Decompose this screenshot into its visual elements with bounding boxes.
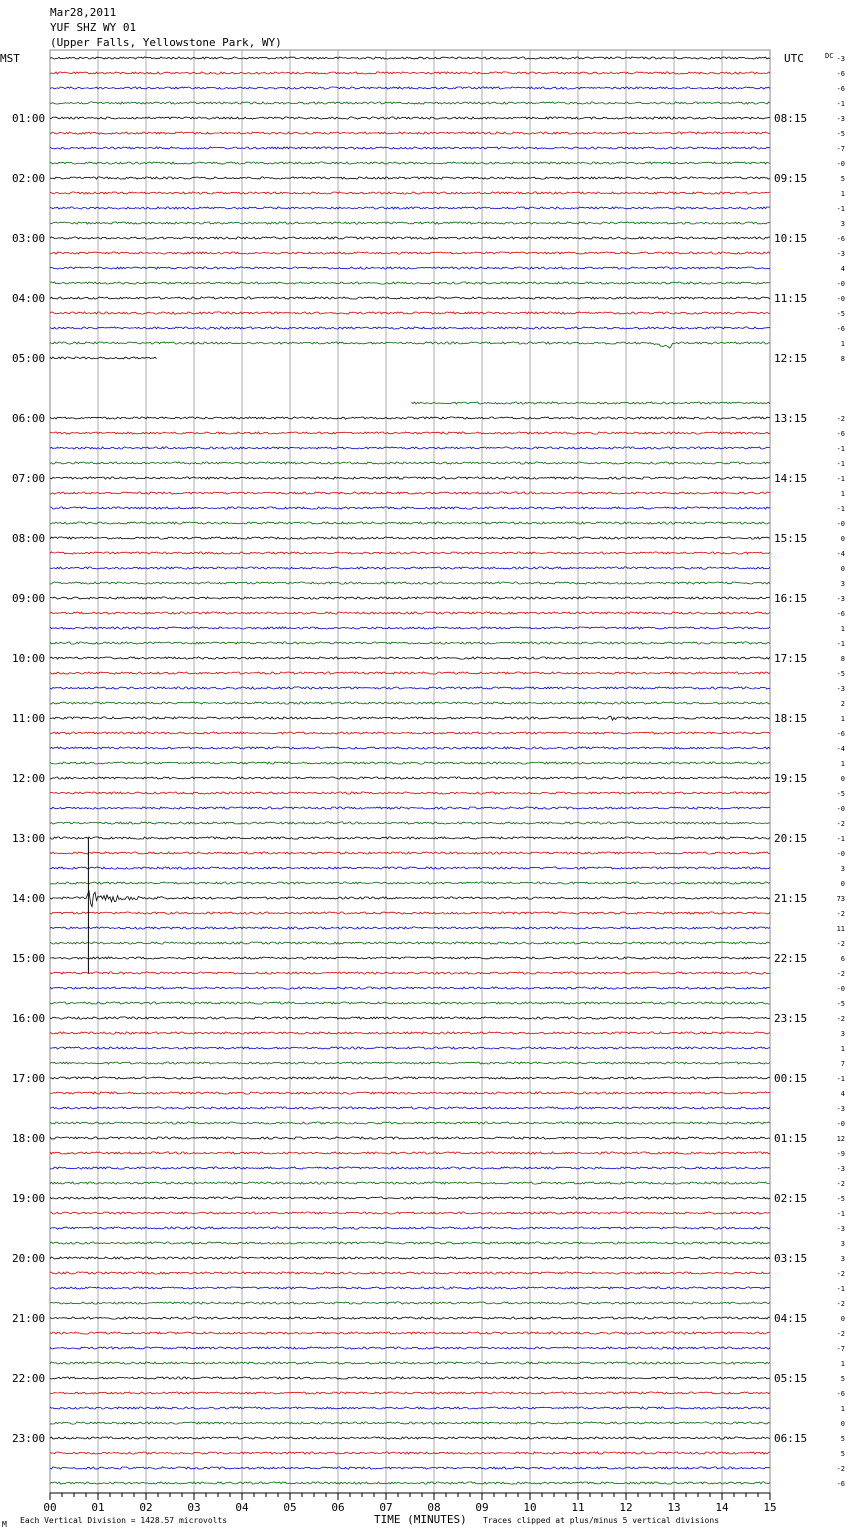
hour-label-right: 01:15 <box>774 1132 808 1145</box>
trace-row <box>50 1272 770 1274</box>
x-tick-label: 15 <box>763 1501 777 1514</box>
trace-row <box>50 462 770 464</box>
dc-offset-label: 1 <box>840 1405 845 1413</box>
hour-label-right: 03:15 <box>774 1252 808 1265</box>
trace-row <box>50 807 770 809</box>
dc-offset-label: -2 <box>836 910 845 918</box>
trace-row <box>50 927 770 929</box>
trace-row <box>50 237 770 239</box>
dc-offset-label: 5 <box>840 1450 845 1458</box>
dc-offset-label: -1 <box>836 1210 845 1218</box>
dc-offset-label: 3 <box>840 580 845 588</box>
trace-row <box>50 1017 770 1019</box>
hour-label-left: 16:00 <box>12 1012 46 1025</box>
dc-offset-label: -6 <box>836 1480 845 1488</box>
trace-row <box>50 507 770 509</box>
dc-offset-label: -5 <box>836 1195 845 1203</box>
dc-offset-label: 1 <box>840 1045 845 1053</box>
hour-label-right: 13:15 <box>774 412 808 425</box>
dc-offset-label: 4 <box>840 265 845 273</box>
trace-row <box>50 762 770 764</box>
trace-row <box>50 1332 770 1334</box>
right-axis-label: UTC <box>784 52 804 65</box>
hour-label-left: 14:00 <box>12 892 46 905</box>
trace-row <box>50 1482 770 1484</box>
dc-offset-label: -0 <box>836 850 845 858</box>
dc-offset-label: 6 <box>840 955 845 963</box>
trace-row <box>50 432 770 434</box>
trace-row <box>50 1182 770 1184</box>
trace-row <box>50 447 770 449</box>
dc-offset-label: -5 <box>836 130 845 138</box>
trace-row <box>50 1392 770 1394</box>
dc-offset-label: -2 <box>836 1300 845 1308</box>
hour-label-right: 08:15 <box>774 112 808 125</box>
dc-offset-label: -7 <box>836 145 845 153</box>
dc-offset-label: -2 <box>836 1180 845 1188</box>
footer-scale: Each Vertical Division = 1428.57 microvolts <box>20 1516 228 1525</box>
trace-row <box>50 837 770 839</box>
dc-offset-labels <box>837 55 845 1488</box>
trace-row <box>50 1002 770 1004</box>
dc-offset-label: 1 <box>840 1360 845 1368</box>
dc-offset-label: -4 <box>836 745 845 753</box>
hour-label-right: 00:15 <box>774 1072 808 1085</box>
hour-label-right: 12:15 <box>774 352 808 365</box>
header-station: YUF SHZ WY 01 <box>50 21 137 34</box>
hour-label-left: 04:00 <box>12 292 46 305</box>
x-tick-label: 03 <box>187 1501 201 1514</box>
hour-label-left: 09:00 <box>12 592 46 605</box>
dc-offset-label: -3 <box>836 595 845 603</box>
dc-offset-label: 1 <box>840 715 845 723</box>
trace-group <box>50 57 770 1484</box>
dc-offset-label: 0 <box>840 775 845 783</box>
hour-label-right: 02:15 <box>774 1192 808 1205</box>
trace-row <box>50 702 770 704</box>
dc-offset-label: 5 <box>840 1435 845 1443</box>
trace-row <box>50 627 770 629</box>
x-tick-label: 00 <box>43 1501 57 1514</box>
trace-row <box>50 987 770 989</box>
trace-row <box>50 732 770 734</box>
dc-offset-label: -1 <box>836 100 845 108</box>
trace-row <box>50 1422 770 1424</box>
hour-label-left: 20:00 <box>12 1252 46 1265</box>
trace-row <box>50 72 770 74</box>
trace-row <box>50 612 770 614</box>
trace-row <box>50 597 770 599</box>
dc-offset-label: -6 <box>836 235 845 243</box>
dc-offset-label: 3 <box>840 1030 845 1038</box>
dc-offset-label: 3 <box>840 865 845 873</box>
trace-row <box>50 687 770 689</box>
hour-label-right: 19:15 <box>774 772 808 785</box>
dc-offset-label: -2 <box>836 970 845 978</box>
trace-row <box>50 492 770 494</box>
hour-label-left: 19:00 <box>12 1192 46 1205</box>
hour-label-right: 14:15 <box>774 472 808 485</box>
trace-row <box>50 1077 770 1079</box>
dc-offset-label: 1 <box>840 625 845 633</box>
trace-row <box>50 1437 770 1439</box>
trace-row <box>50 537 770 539</box>
dc-offset-label: 73 <box>836 895 845 903</box>
hour-label-left: 11:00 <box>12 712 46 725</box>
trace-row <box>50 852 770 854</box>
trace-row <box>50 177 770 179</box>
trace-row <box>50 282 770 284</box>
hour-label-right: 16:15 <box>774 592 808 605</box>
trace-row <box>50 252 770 254</box>
dc-offset-label: 8 <box>840 355 845 363</box>
hour-label-right: 22:15 <box>774 952 808 965</box>
dc-offset-label: -0 <box>836 985 845 993</box>
dc-offset-label: -5 <box>836 1000 845 1008</box>
trace-row <box>50 912 770 914</box>
trace-row <box>50 822 770 824</box>
trace-row <box>50 882 770 884</box>
hour-label-left: 05:00 <box>12 352 46 365</box>
trace-row <box>50 792 770 794</box>
trace-row <box>50 552 770 554</box>
hour-label-left: 10:00 <box>12 652 46 665</box>
dc-offset-label: -0 <box>836 160 845 168</box>
dc-offset-label: 3 <box>840 1255 845 1263</box>
hour-label-left: 18:00 <box>12 1132 46 1145</box>
trace-row <box>50 942 770 944</box>
trace-row <box>50 1467 770 1469</box>
trace-row <box>50 162 770 164</box>
dc-offset-label: -6 <box>836 70 845 78</box>
x-tick-label: 11 <box>571 1501 585 1514</box>
x-tick-label: 04 <box>235 1501 249 1514</box>
trace-row <box>412 402 771 404</box>
trace-row <box>50 1137 770 1139</box>
footer-corner: M <box>2 1520 7 1529</box>
trace-row <box>50 1167 770 1169</box>
trace-row <box>50 1452 770 1454</box>
dc-offset-label: -1 <box>836 640 845 648</box>
x-tick-label: 02 <box>139 1501 153 1514</box>
dc-offset-label: -0 <box>836 520 845 528</box>
trace-row <box>50 87 770 89</box>
dc-offset-label: -2 <box>836 1015 845 1023</box>
x-tick-label: 13 <box>667 1501 681 1514</box>
trace-row <box>50 1047 770 1049</box>
trace-row <box>50 117 770 119</box>
trace-row <box>50 522 770 524</box>
trace-row <box>50 222 770 224</box>
hour-label-right: 18:15 <box>774 712 808 725</box>
dc-offset-label: 7 <box>840 1060 845 1068</box>
dc-offset-label: -3 <box>836 55 845 63</box>
trace-row <box>50 147 770 149</box>
trace-row <box>50 1227 770 1229</box>
trace-row <box>50 357 157 359</box>
dc-offset-label: -6 <box>836 325 845 333</box>
dc-offset-label: -2 <box>836 940 845 948</box>
left-axis-label: MST <box>0 52 20 65</box>
dc-offset-label: 1 <box>840 190 845 198</box>
dc-offset-label: -9 <box>836 1150 845 1158</box>
header-date: Mar28,2011 <box>50 6 117 19</box>
dc-offset-label: -7 <box>836 1345 845 1353</box>
hour-label-right: 15:15 <box>774 532 808 545</box>
trace-row <box>50 297 770 299</box>
dc-offset-label: -1 <box>836 835 845 843</box>
hour-label-right: 04:15 <box>774 1312 808 1325</box>
trace-row <box>50 672 770 674</box>
dc-offset-label: 0 <box>840 565 845 573</box>
dc-offset-label: -1 <box>836 460 845 468</box>
x-axis <box>43 1493 776 1514</box>
dc-offset-label: 5 <box>840 175 845 183</box>
dc-offset-label: 0 <box>840 1420 845 1428</box>
hour-label-left: 08:00 <box>12 532 46 545</box>
trace-row <box>50 1122 770 1124</box>
trace-row <box>50 567 770 569</box>
trace-row <box>50 716 770 720</box>
dc-offset-label: 3 <box>840 1240 845 1248</box>
trace-row <box>50 57 770 59</box>
trace-row <box>50 891 770 907</box>
x-tick-label: 07 <box>379 1501 393 1514</box>
dc-offset-label: -5 <box>836 670 845 678</box>
dc-offset-label: 0 <box>840 1315 845 1323</box>
trace-row <box>50 1092 770 1094</box>
trace-row <box>50 477 770 479</box>
dc-offset-label: -1 <box>836 445 845 453</box>
trace-row <box>50 1362 770 1364</box>
trace-row <box>50 1302 770 1304</box>
dc-offset-label: 3 <box>840 220 845 228</box>
dc-offset-label: -6 <box>836 1390 845 1398</box>
dc-offset-label: 0 <box>840 535 845 543</box>
x-tick-label: 08 <box>427 1501 441 1514</box>
hour-label-right: 17:15 <box>774 652 808 665</box>
hour-label-left: 03:00 <box>12 232 46 245</box>
dc-offset-label: -2 <box>836 820 845 828</box>
trace-row <box>50 642 770 644</box>
trace-row <box>50 1197 770 1199</box>
hour-label-right: 23:15 <box>774 1012 808 1025</box>
dc-offset-label: -3 <box>836 1105 845 1113</box>
hour-label-left: 07:00 <box>12 472 46 485</box>
dc-offset-label: -1 <box>836 1285 845 1293</box>
hour-label-right: 21:15 <box>774 892 808 905</box>
dc-offset-label: 4 <box>840 1090 845 1098</box>
trace-row <box>50 957 770 959</box>
grid <box>50 50 770 1493</box>
dc-offset-label: -0 <box>836 1120 845 1128</box>
hour-label-left: 13:00 <box>12 832 46 845</box>
trace-row <box>50 312 770 314</box>
trace-row <box>50 207 770 209</box>
dc-offset-label: 0 <box>840 880 845 888</box>
dc-offset-label: -5 <box>836 790 845 798</box>
header-location: (Upper Falls, Yellowstone Park, WY) <box>50 36 282 49</box>
dc-offset-label: -3 <box>836 250 845 258</box>
dc-offset-label: 1 <box>840 760 845 768</box>
x-tick-label: 06 <box>331 1501 345 1514</box>
hour-label-left: 21:00 <box>12 1312 46 1325</box>
dc-offset-label: -6 <box>836 730 845 738</box>
hour-label-right: 06:15 <box>774 1432 808 1445</box>
dc-offset-label: 1 <box>840 490 845 498</box>
dc-offset-label: -1 <box>836 505 845 513</box>
dc-offset-label: -1 <box>836 1075 845 1083</box>
dc-offset-label: -1 <box>836 475 845 483</box>
hour-label-left: 17:00 <box>12 1072 46 1085</box>
hour-label-left: 02:00 <box>12 172 46 185</box>
trace-row <box>50 1062 770 1064</box>
trace-row <box>50 1287 770 1289</box>
trace-row <box>50 327 770 329</box>
dc-offset-label: -6 <box>836 85 845 93</box>
trace-row <box>50 1242 770 1244</box>
trace-row <box>50 1032 770 1034</box>
dc-offset-label: 2 <box>840 700 845 708</box>
trace-row <box>50 1152 770 1154</box>
dc-offset-label: 12 <box>836 1135 845 1143</box>
trace-row <box>50 1107 770 1109</box>
trace-row <box>50 972 770 974</box>
dc-offset-label: -0 <box>836 280 845 288</box>
trace-row <box>50 747 770 749</box>
x-axis-title: TIME (MINUTES) <box>374 1513 467 1526</box>
trace-row <box>50 102 770 104</box>
trace-row <box>50 417 770 419</box>
trace-row <box>50 867 770 869</box>
x-tick-label: 09 <box>475 1501 489 1514</box>
trace-row <box>50 1377 770 1379</box>
x-tick-label: 05 <box>283 1501 297 1514</box>
trace-row <box>50 777 770 779</box>
dc-offset-label: -3 <box>836 115 845 123</box>
dc-label: DC <box>825 52 834 60</box>
dc-offset-label: -6 <box>836 430 845 438</box>
dc-offset-label: -1 <box>836 205 845 213</box>
x-tick-label: 01 <box>91 1501 105 1514</box>
trace-row <box>50 1317 770 1319</box>
dc-offset-label: -6 <box>836 610 845 618</box>
trace-row <box>50 1407 770 1409</box>
dc-offset-label: -0 <box>836 295 845 303</box>
hour-label-right: 10:15 <box>774 232 808 245</box>
hour-label-right: 20:15 <box>774 832 808 845</box>
dc-offset-label: -2 <box>836 1330 845 1338</box>
hour-label-right: 11:15 <box>774 292 808 305</box>
dc-offset-label: 11 <box>836 925 845 933</box>
dc-offset-label: -0 <box>836 805 845 813</box>
dc-offset-label: -3 <box>836 1225 845 1233</box>
dc-offset-label: -5 <box>836 310 845 318</box>
trace-row <box>50 132 770 134</box>
dc-offset-label: 5 <box>840 1375 845 1383</box>
dc-offset-label: -2 <box>836 1465 845 1473</box>
x-tick-label: 14 <box>715 1501 729 1514</box>
dc-offset-label: -3 <box>836 685 845 693</box>
trace-row <box>50 1347 770 1349</box>
dc-offset-label: -2 <box>836 1270 845 1278</box>
trace-row <box>50 1257 770 1259</box>
hour-label-left: 23:00 <box>12 1432 46 1445</box>
hour-label-left: 12:00 <box>12 772 46 785</box>
hour-label-right: 05:15 <box>774 1372 808 1385</box>
hour-label-left: 06:00 <box>12 412 46 425</box>
hour-label-left: 01:00 <box>12 112 46 125</box>
dc-offset-label: 1 <box>840 340 845 348</box>
dc-offset-label: -3 <box>836 1165 845 1173</box>
dc-offset-label: -4 <box>836 550 845 558</box>
trace-row <box>50 582 770 584</box>
footer-clip: Traces clipped at plus/minus 5 vertical divisions <box>483 1516 720 1525</box>
hour-label-left: 15:00 <box>12 952 46 965</box>
x-tick-label: 10 <box>523 1501 537 1514</box>
trace-row <box>50 1212 770 1214</box>
dc-offset-label: 8 <box>840 655 845 663</box>
hour-label-left: 22:00 <box>12 1372 46 1385</box>
dc-offset-label: -2 <box>836 415 845 423</box>
x-tick-label: 12 <box>619 1501 633 1514</box>
trace-row <box>50 267 770 269</box>
hour-label-right: 09:15 <box>774 172 808 185</box>
trace-row <box>50 192 770 194</box>
trace-row <box>50 657 770 659</box>
plot-frame <box>50 50 770 1493</box>
trace-row <box>50 342 770 348</box>
